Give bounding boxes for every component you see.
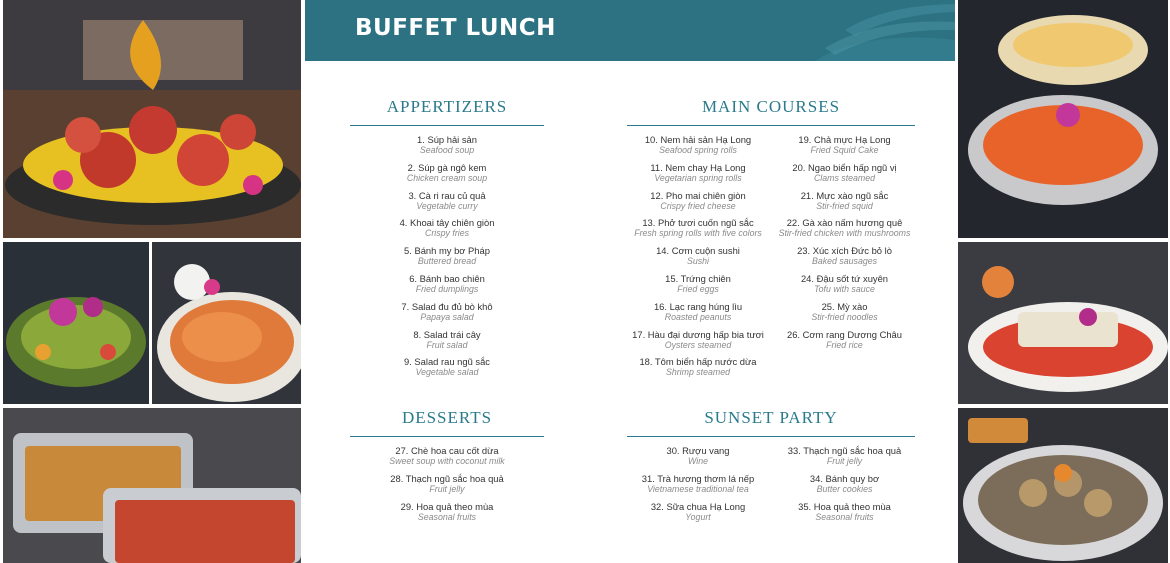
menu-item [627, 301, 769, 329]
menu-item-translation: Papaya salad [420, 311, 474, 322]
menu-item-name: 7. Salad đu đủ bò khô [401, 300, 493, 312]
menu-item [774, 134, 915, 162]
menu-item [350, 445, 544, 473]
menu-item [350, 162, 544, 190]
menu-item [774, 501, 915, 529]
menu-item [350, 301, 544, 329]
menu-item-name: 6. Bánh bao chiên [409, 272, 485, 284]
menu-item [627, 245, 769, 273]
menu-item-name: 15. Trứng chiên [665, 272, 731, 284]
menu-item-name: 1. Súp hải sản [417, 134, 477, 145]
menu-item-name: 17. Hàu đại dương hấp bia tươi [632, 328, 764, 340]
section-desserts [350, 408, 544, 528]
section-title-desserts: DESSERTS [350, 408, 544, 437]
menu-item-translation: Fruit jelly [826, 456, 863, 466]
menu-item-translation: Seasonal fruits [815, 511, 874, 522]
menu-item [350, 217, 544, 245]
menu-item [350, 190, 544, 218]
menu-item [774, 162, 915, 190]
menu-item [774, 273, 915, 301]
menu-item-name: 5. Bánh my bơ Pháp [404, 245, 490, 257]
photo-vegetable-salad [3, 242, 149, 404]
menu-item-name: 26. Cơm rang Dương Châu [787, 328, 902, 340]
menu-item-name: 11. Nem chay Hạ Long [650, 161, 746, 173]
menu-item [350, 356, 544, 384]
section-main-courses [627, 97, 915, 378]
menu-item [627, 273, 769, 301]
menu-item-name: 30. Rượu vang [666, 445, 730, 456]
menu-item-translation: Stir-fried noodles [811, 311, 878, 322]
section-title-appetizers: APPERTIZERS [350, 97, 544, 126]
menu-item-name: 35. Hoa quả theo mùa [798, 500, 891, 512]
menu-item-name: 14. Cơm cuộn sushi [656, 245, 740, 257]
menu-item-name: 20. Ngao biển hấp ngũ vị [792, 161, 897, 173]
menu-item-translation: Crispy fried cheese [660, 200, 736, 211]
menu-item [350, 501, 544, 529]
menu-item-translation: Stir-fried chicken with mushrooms [778, 228, 911, 239]
menu-item [350, 329, 544, 357]
section-title-main-courses: MAIN COURSES [627, 97, 915, 126]
menu-item-name: 9. Salad rau ngũ sắc [404, 356, 490, 368]
menu-item-name: 27. Chè hoa cau cốt dừa [395, 445, 499, 456]
menu-item-translation: Vietnamese traditional tea [647, 483, 749, 494]
menu-item [627, 329, 769, 357]
section-title-sunset-party: SUNSET PARTY [627, 408, 915, 437]
menu-item [627, 356, 769, 384]
menu-item-translation: Crispy fries [425, 228, 469, 239]
main-courses-right-list [774, 134, 915, 356]
menu-item-name: 28. Thạch ngũ sắc hoa quả [390, 472, 504, 484]
section-sunset-party [627, 408, 915, 522]
page-title: BUFFET LUNCH [355, 15, 556, 41]
menu-item-name: 32. Sữa chua Hạ Long [650, 500, 746, 512]
menu-item-name: 21. Mực xào ngũ sắc [800, 189, 889, 201]
menu-item-translation: Chicken cream soup [406, 172, 488, 183]
menu-panel [305, 0, 955, 563]
menu-item [774, 301, 915, 329]
menu-item [627, 190, 769, 218]
menu-item-translation: Clams steamed [813, 172, 876, 183]
menu-item-name: 29. Hoa quả theo mùa [400, 500, 494, 512]
menu-item [774, 190, 915, 218]
menu-item [774, 329, 915, 357]
menu-item-name: 22. Gà xào nấm hương quê [786, 217, 903, 229]
menu-item-translation: Vegetable salad [415, 367, 479, 378]
menu-item-translation: Roasted peanuts [664, 311, 732, 322]
menu-item-translation: Oysters steamed [664, 339, 732, 350]
wave-decoration-icon [755, 0, 955, 61]
menu-item [627, 134, 769, 162]
menu-item-name: 16. Lạc rang húng lìu [653, 300, 743, 312]
menu-item-translation: Fried dumplings [415, 283, 479, 294]
menu-item-translation: Shrimp steamed [665, 367, 731, 378]
menu-item-translation: Seafood spring rolls [659, 145, 737, 155]
menu-item-name: 33. Thạch ngũ sắc hoa quả [787, 445, 902, 456]
menu-item [627, 473, 769, 501]
menu-item-translation: Fried eggs [677, 283, 719, 294]
desserts-list [350, 445, 544, 528]
menu-item [627, 445, 769, 473]
menu-item-name: 10. Nem hải sản Hạ Long [644, 134, 752, 145]
menu-item-name: 13. Phở tươi cuốn ngũ sắc [642, 217, 754, 229]
menu-item-translation: Wine [688, 456, 708, 466]
menu-item-translation: Tofu with sauce [814, 283, 875, 294]
menu-item-translation: Vegetable curry [416, 200, 478, 211]
menu-item [627, 501, 769, 529]
menu-item-translation: Yogurt [685, 511, 711, 522]
menu-item-name: 34. Bánh quy bơ [809, 472, 880, 484]
menu-item-name: 3. Cà ri rau củ quả [408, 189, 486, 201]
menu-item [774, 217, 915, 245]
sunset-party-right-list [774, 445, 915, 528]
photo-spring-rolls [958, 242, 1168, 404]
menu-item-name: 12. Pho mai chiên giòn [650, 189, 746, 201]
menu-item-translation: Sweet soup with coconut milk [389, 456, 505, 466]
menu-item-translation: Buttered bread [417, 256, 477, 267]
menu-item-name: 18. Tôm biển hấp nước dừa [639, 356, 757, 368]
menu-item [350, 245, 544, 273]
menu-item-name: 24. Đậu sốt tứ xuyên [800, 272, 889, 284]
menu-item-name: 2. Súp gà ngô kem [407, 161, 487, 173]
menu-item [350, 273, 544, 301]
menu-item [350, 473, 544, 501]
menu-item [627, 217, 769, 245]
menu-item [774, 445, 915, 473]
main-courses-left-list [627, 134, 769, 384]
photo-shrimp-platter [152, 242, 301, 404]
menu-item-name: 19. Chả mực Hạ Long [798, 134, 891, 145]
menu-item-name: 23. Xúc xích Đức bỏ lò [797, 245, 892, 257]
menu-item-translation: Baked sausages [811, 256, 878, 267]
menu-item-translation: Fruit jelly [429, 483, 465, 494]
appetizers-list [350, 134, 544, 384]
menu-item-name: 31. Trà hương thơm lá nếp [641, 472, 755, 484]
title-banner [305, 0, 955, 61]
menu-item-name: 4. Khoai tây chiên giòn [399, 217, 495, 229]
menu-item-translation: Butter cookies [816, 483, 873, 494]
menu-item [774, 473, 915, 501]
section-appetizers [350, 97, 544, 384]
menu-item-translation: Seasonal fruits [417, 511, 477, 522]
photo-oysters [958, 408, 1168, 563]
menu-item-name: 25. Mỳ xào [821, 300, 868, 312]
menu-item-translation: Vegetarian spring rolls [654, 172, 742, 183]
menu-item-name: 8. Salad trái cây [413, 328, 481, 340]
photo-chafing-dishes [3, 408, 301, 563]
photo-fruit-carving [3, 0, 301, 238]
menu-item-translation: Seafood soup [419, 145, 475, 155]
menu-item [627, 162, 769, 190]
menu-item [350, 134, 544, 162]
menu-item-translation: Fresh spring rolls with five colors [634, 228, 762, 239]
menu-item-translation: Fried Squid Cake [810, 145, 879, 155]
menu-item-translation: Fried rice [826, 339, 863, 350]
menu-item-translation: Sushi [686, 256, 709, 267]
sunset-party-left-list [627, 445, 769, 528]
menu-item-translation: Stir-fried squid [816, 200, 873, 211]
menu-item-translation: Fruit salad [426, 339, 468, 350]
photo-jelly-bowls [958, 0, 1168, 238]
menu-item [774, 245, 915, 273]
